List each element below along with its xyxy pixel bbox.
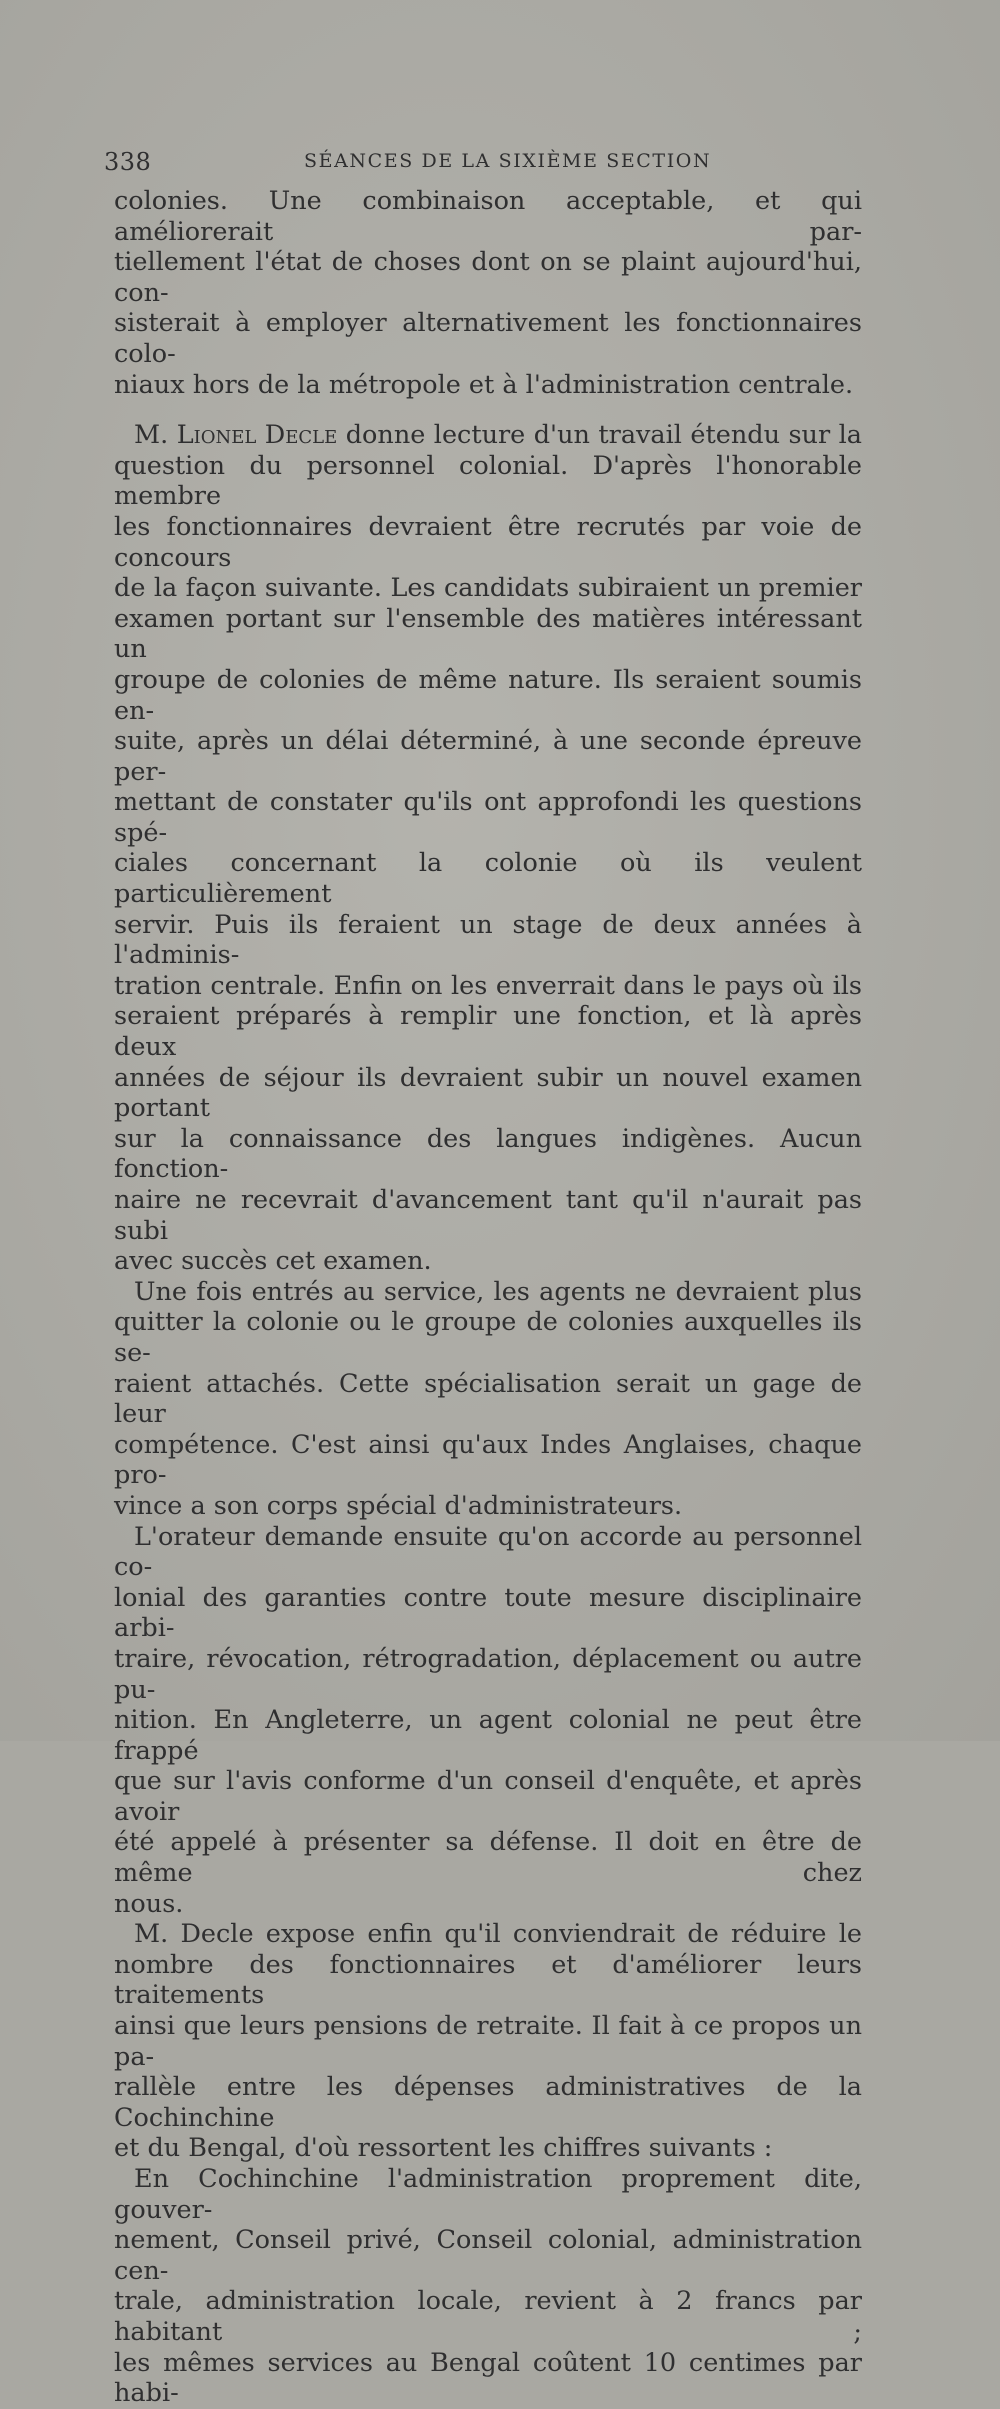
text-line: niaux hors de la métropole et à l'administration centrale.: [114, 369, 854, 400]
text-line: vince a son corps spécial d'administrateurs.: [114, 1490, 683, 1521]
text-line: mettant de constater qu'ils ont approfondi les questions spé-: [114, 787, 862, 848]
text-line: sisterait à employer alternativement les fonctionnaires colo-: [114, 308, 862, 369]
text-line: sur la connaissance des langues indigènes. Aucun fonction-: [114, 1123, 862, 1185]
text-line: suite, après un délai déterminé, à une seconde épreuve per-: [114, 726, 862, 787]
text-line: les fonctionnaires devraient être recrutés par voie de concours: [114, 511, 862, 573]
text-line: nement, Conseil privé, Conseil colonial, administration cen-: [114, 2225, 862, 2286]
text-line: que sur l'avis conforme d'un conseil d'enquête, et après avoir: [114, 1766, 862, 1827]
text-line: été appelé à présenter sa défense. Il doit en être de même chez: [114, 1827, 862, 1889]
text-line: ciales concernant la colonie où ils veulent particulièrement: [114, 848, 862, 910]
paragraph: [114, 186, 862, 400]
text-line: [114, 420, 862, 451]
text-line: quitter la colonie ou le groupe de colonies auxquelles ils se-: [114, 1307, 862, 1368]
paragraph: [114, 2164, 862, 2409]
text-line: avec succès cet examen.: [114, 1246, 432, 1277]
paragraph: [114, 1277, 862, 1522]
speaker-prefix: M.: [134, 420, 177, 451]
text-line: de la façon suivante. Les candidats subiraient un premier: [114, 573, 862, 604]
text-line: rallèle entre les dépenses administratives de la Cochinchine: [114, 2072, 862, 2133]
page-number: 338: [104, 148, 152, 176]
body-text: [114, 186, 862, 2409]
text-line: trale, administration locale, revient à 2 francs par habitant ;: [114, 2286, 862, 2347]
text-line: servir. Puis ils feraient un stage de deux années à l'adminis-: [114, 909, 862, 971]
paragraph: [114, 420, 862, 1277]
text-line: L'orateur demande ensuite qu'on accorde au personnel co-: [114, 1521, 862, 1583]
text-line: traire, révocation, rétrogradation, déplacement ou autre pu-: [114, 1643, 862, 1705]
text-line: tiellement l'état de choses dont on se plaint aujourd'hui, con-: [114, 247, 862, 308]
text-line: nous.: [114, 1888, 184, 1919]
text-line: ainsi que leurs pensions de retraite. Il fait à ce propos un pa-: [114, 2011, 862, 2072]
text-line: compétence. C'est ainsi qu'aux Indes Anglaises, chaque pro-: [114, 1429, 862, 1491]
text-line: naire ne recevrait d'avancement tant qu'il n'aurait pas subi: [114, 1185, 862, 1246]
text-line: lonial des garanties contre toute mesure disciplinaire arbi-: [114, 1582, 862, 1644]
paragraph: [114, 1919, 862, 2164]
text-line: groupe de colonies de même nature. Ils seraient soumis en-: [114, 664, 862, 726]
text-line: les mêmes services au Bengal coûtent 10 centimes par habi-: [114, 2347, 862, 2409]
paragraph: [114, 1522, 862, 1920]
line-rest: donne lecture d'un travail étendu sur la: [337, 420, 862, 451]
text-line: question du personnel colonial. D'après l'honorable membre: [114, 450, 862, 512]
text-line: nombre des fonctionnaires et d'améliorer leurs traitements: [114, 1949, 862, 2011]
text-line: tration centrale. Enfin on les enverrait dans le pays où ils: [114, 970, 862, 1001]
text-line: années de séjour ils devraient subir un nouvel examen portant: [114, 1062, 862, 1124]
text-line: seraient préparés à remplir une fonction, et là après deux: [114, 1001, 862, 1063]
speaker-name: Lionel Decle: [176, 420, 338, 451]
text-line: colonies. Une combinaison acceptable, et qui améliorerait par-: [114, 186, 862, 247]
running-head: [104, 148, 864, 182]
text-line: Une fois entrés au service, les agents ne devraient plus: [134, 1276, 862, 1307]
text-line: raient attachés. Cette spécialisation serait un gage de leur: [114, 1368, 862, 1430]
text-line: et du Bengal, d'où ressortent les chiffres suivants :: [114, 2133, 773, 2164]
section-title: SÉANCES DE LA SIXIÈME SECTION: [304, 150, 712, 172]
text-line: nition. En Angleterre, un agent colonial ne peut être frappé: [114, 1705, 862, 1766]
text-line: M. Decle expose enfin qu'il conviendrait de réduire le: [134, 1919, 862, 1950]
text-line: examen portant sur l'ensemble des matières intéressant un: [114, 603, 862, 665]
text-line: En Cochinchine l'administration proprement dite, gouver-: [114, 2164, 862, 2225]
